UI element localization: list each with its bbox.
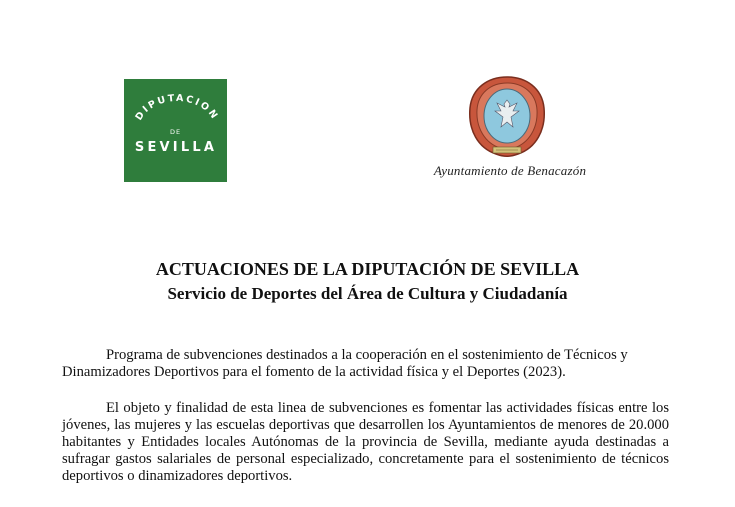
document-subtitle: Servicio de Deportes del Área de Cultura y Ciudadanía (167, 284, 568, 303)
diputacion-logo-graphic (124, 79, 227, 182)
document-title: ACTUACIONES DE LA DIPUTACIÓN DE SEVILLA (155, 259, 580, 279)
paragraph-program: Programa de subvenciones destinados a la cooperación en el sostenimiento de Técnicos y Dinamizadores Deportivos para el fomento de la actividad física y el Deportes (2023). (62, 347, 628, 380)
logo-text-mid: DE (169, 128, 182, 136)
svg-text:DIPUTACION (133, 93, 220, 123)
coat-of-arms-icon (466, 74, 548, 160)
diputacion-logo (124, 79, 227, 182)
logo-text-bottom: SEVILLA (134, 140, 218, 155)
seal-caption: Ayuntamiento de Benacazón (433, 163, 587, 178)
logo-text-top: DIPUTACION (133, 92, 221, 123)
paragraph-objective: El objeto y finalidad de esta linea de subvenciones es fomentar las actividades físicas entre los jóvenes, las mujeres y las escuelas deportivas que desarrollen los Ayuntamientos de menores de 20.000 habitantes y Entidades locales Autónomas de la provincia de Sevilla, mediante ayuda destinadas a sufragar gastos salariales de personal especializado, concretamente para el sostenimiento de técnicos deportivos o dinamizadores deportivos. (62, 400, 669, 484)
